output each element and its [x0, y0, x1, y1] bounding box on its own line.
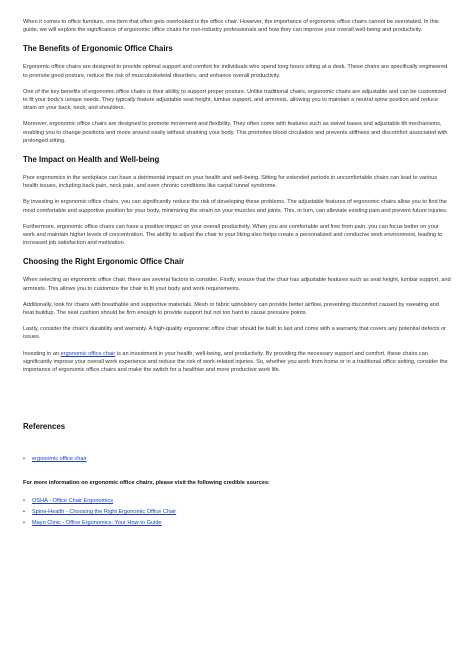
source-item — [23, 507, 451, 518]
health-paragraph-1: Poor ergonomics in the workplace can have a detrimental impact on your health and well-being. Sitting for extended periods in uncomfortable chairs can lead to various health issues, including back pain, neck pain, and even chronic conditions like carpal tunnel syndrome. — [23, 175, 438, 190]
source-link-mayo-clinic[interactable]: Mayo Clinic - Office Ergonomics: Your How-to Guide — [32, 519, 162, 526]
conclusion-text-after: is an investment in your health, well-being, and productivity. By providing the necessary support and comfort, these chairs can significantly improve your overall work experience and reduce the risk of work-related injuries. So, whether you work from home or in a traditional office setting, consider the importance of ergonomic office chairs and make the switch for a healthier and more productive work life. — [23, 350, 448, 374]
references-list — [23, 454, 451, 465]
source-link-osha[interactable]: OSHA - Office Chair Ergonomics — [32, 498, 114, 505]
benefits-paragraph-3: Moreover, ergonomic office chairs are designed to promote movement and flexibility. They often come with features such as swivel bases and adjustable tilt mechanisms, enabling you to change positions and move around easily without straining your body. This promotes blood circulation and prevents stiffness and discomfort associated with prolonged sitting. — [23, 121, 448, 144]
conclusion-link-ergonomic-office-chair[interactable]: ergonomic office chair — [60, 350, 116, 357]
references-heading: References — [23, 422, 66, 432]
reference-link-ergonomic-office-chair[interactable]: ergonomic office chair — [32, 456, 87, 463]
benefits-paragraph-1: Ergonomic office chairs are designed to provide optimal support and comfort for individuals who spend long hours sitting at a desk. These chairs are specifically engineered to promote good posture, reduce the risk of musculoskeletal disorders, and enhance overall productivity. — [23, 64, 448, 79]
conclusion-text-before: Investing in an — [23, 350, 61, 357]
sources-intro: For more information on ergonomic office chairs, please visit the following credible sources: — [23, 480, 270, 487]
choosing-paragraph-2: Additionally, look for chairs with breathable and supportive materials. Mesh or fabric upholstery can provide better airflow, preventing discomfort caused by sweating and heat buildup. The seat cushion should be firm enough to provide support but not too hard to cause pressure points. — [23, 301, 439, 317]
document-page — [23, 18, 451, 529]
conclusion-paragraph — [23, 350, 451, 375]
intro-paragraph: When it comes to office furniture, one item that often gets overlooked is the office chair. However, the importance of ergonomic office chairs cannot be overstated. In this guide, we will explore the significance of ergonomic office chairs for non-industry professionals and how they can improve your overall well-being and productivity. — [23, 19, 439, 34]
section-heading-choosing: Choosing the Right Ergonomic Office Chair — [23, 257, 185, 267]
benefits-paragraph-2: One of the key benefits of ergonomic office chairs is their ability to support proper posture. Unlike traditional chairs, ergonomic chairs are adjustable and can be customized to fit your body's unique needs. They typically feature adjustable seat height, lumbar support, and armrests, allowing you to maintain a neutral spine position and reduce strain on your back, neck, and shoulders. — [23, 88, 447, 112]
source-item — [23, 496, 451, 507]
sources-list — [23, 496, 451, 528]
health-paragraph-2: By investing in ergonomic office chairs, you can significantly reduce the risk of developing these problems. The adjustable features of ergonomic chairs allow you to find the most comfortable and supportive position for your body, minimizing the strain on your muscles and joints. This, in turn, can alleviate existing pain and prevent future injuries. — [23, 199, 448, 214]
choosing-paragraph-1: When selecting an ergonomic office chair, there are several factors to consider. Firstly, ensure that the chair has adjustable features such as seat height, lumbar support, and armrests. This allows you to customize the chair to fit your body and work requirements. — [23, 277, 451, 292]
section-heading-health: The Impact on Health and Well-being — [23, 155, 160, 165]
source-item — [23, 518, 451, 529]
section-heading-benefits: The Benefits of Ergonomic Office Chairs — [23, 44, 173, 54]
source-link-spine-health[interactable]: Spine-Health - Choosing the Right Ergonomic Office Chair — [32, 509, 177, 516]
choosing-paragraph-3: Lastly, consider the chair's durability and warranty. A high-quality ergonomic office chair should be built to last and come with a warranty that covers any potential defects or issues. — [23, 326, 446, 341]
reference-item — [23, 454, 451, 465]
health-paragraph-3: Furthermore, ergonomic office chairs can have a positive impact on your overall productivity. When you are comfortable and free from pain, you can focus better on your work and maintain higher levels of concentration. The ability to adjust the chair to your liking also helps create a personalized and conducive work environment, leading to increased job satisfaction and motivation. — [23, 223, 443, 247]
